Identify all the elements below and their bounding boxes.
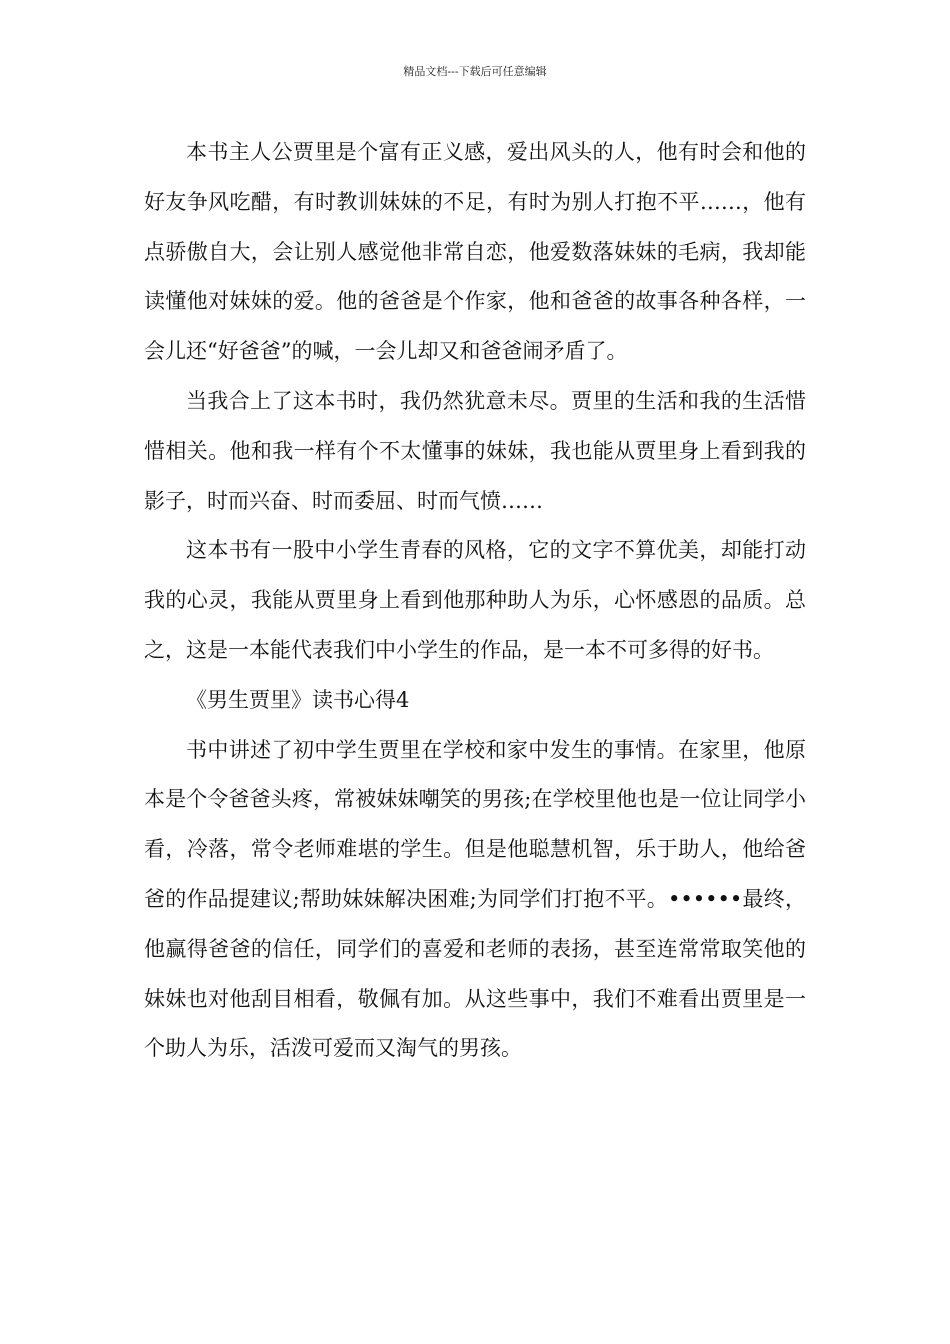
page-header: 精品文档---下载后可任意编辑: [403, 65, 547, 78]
section-heading: 《男生贾里》读书心得4: [186, 687, 410, 712]
document-body: [144, 128, 806, 1074]
paragraph-4: 书中讲述了初中学生贾里在学校和家中发生的事情。在家里，他原本是个令爸爸头疼，常被妹妹嘲笑的男孩;在学校里他也是一位让同学小看，冷落，常令老师难堪的学生。但是他聪慧机智，乐于助人，他给爸爸的作品提建议;帮助妹妹解决困难;为同学们打抱不平。••••••最终，他赢得爸爸的信任，同学们的喜爱和老师的表扬，甚至连常常取笑他的妹妹也对他刮目相看，敬佩有加。从这些事中，我们不难看出贾里是一个助人为乐，活泼可爱而又淘气的男孩。: [144, 737, 806, 1061]
paragraph-2: 当我合上了这本书时，我仍然犹意未尽。贾里的生活和我的生活惜惜相关。他和我一样有个不太懂事的妹妹，我也能从贾里身上看到我的影子，时而兴奋、时而委屈、时而气愤……: [144, 388, 806, 513]
paragraph-3: 这本书有一股中小学生青春的风格，它的文字不算优美，却能打动我的心灵，我能从贾里身上看到他那种助人为乐，心怀感恩的品质。总之，这是一本能代表我们中小学生的作品，是一本不可多得的好书。: [144, 538, 806, 662]
paragraph-1: 本书主人公贾里是个富有正义感，爱出风头的人，他有时会和他的好友争风吃醋，有时教训妹妹的不足，有时为别人打抱不平……，他有点骄傲自大，会让别人感觉他非常自恋，他爱数落妹妹的毛病，我却能读懂他对妹妹的爱。他的爸爸是个作家，他和爸爸的故事各种各样，一会儿还“好爸爸”的喊，一会儿却又和爸爸闹矛盾了。: [144, 140, 806, 364]
